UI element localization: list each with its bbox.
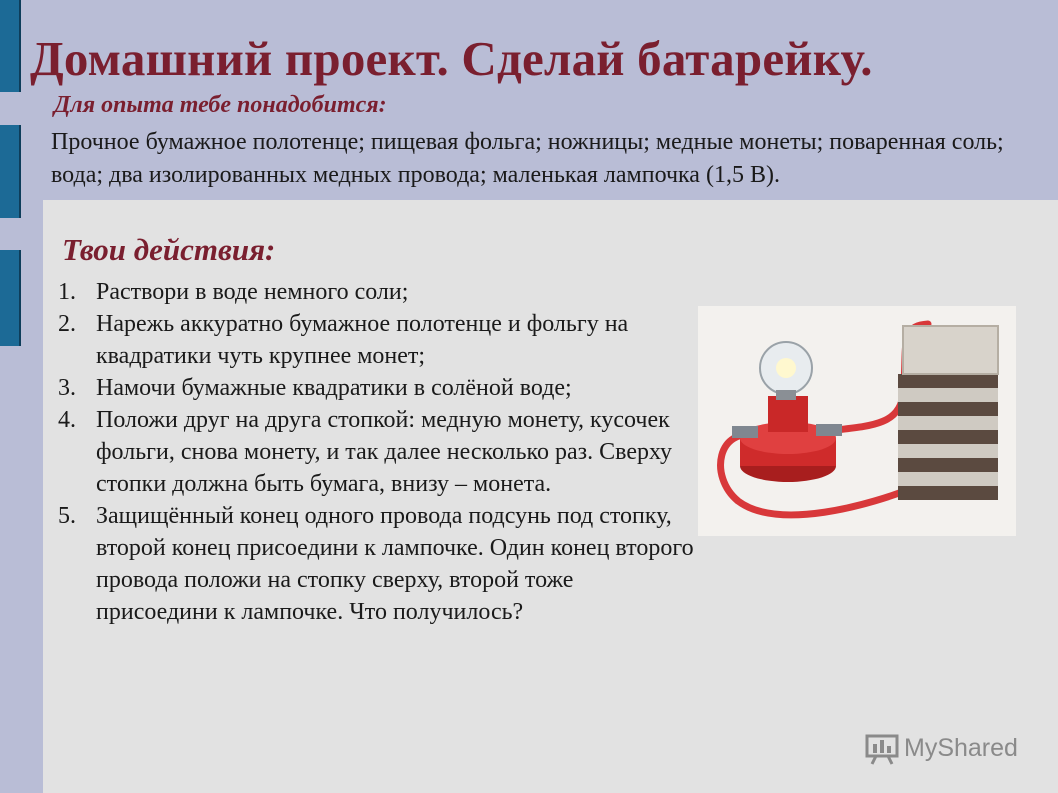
battery-illustration [698,306,1016,536]
step-number: 1. [58,279,76,305]
list-item [54,500,694,628]
decor-bar [0,250,21,346]
steps-list [54,276,694,628]
materials-heading: Для опыта тебе понадобится: [54,92,387,118]
step-text: Нарежь аккуратно бумажное полотенце и фольгу на квадратики чуть крупнее монет; [96,311,629,369]
watermark [864,730,1018,766]
list-item [54,276,694,308]
step-text: Раствори в воде немного соли; [96,279,409,305]
list-item [54,404,694,500]
materials-text: Прочное бумажное полотенце; пищевая фольга; ножницы; медные монеты; поваренная соль; вода; два изолированных медных провода; маленькая лампочка (1,5 В). [51,129,1004,188]
watermark-text: MyShared [904,733,1018,762]
slide-title: Домашний проект. Сделай батарейку. [30,31,873,86]
myshared-logo-icon [864,730,900,766]
step-number: 5. [58,503,76,529]
step-number: 3. [58,375,76,401]
battery-lamp-icon [698,306,1016,536]
actions-heading: Твои действия: [62,232,276,267]
step-number: 2. [58,311,76,337]
list-item [54,372,694,404]
step-text: Защищённый конец одного провода подсунь под стопку, второй конец присоедини к лампочке. Один конец второго провода положи на стопку сверху, второй тоже присоедини к лампочке. Что получилось? [96,503,694,625]
list-item [54,308,694,372]
decor-bar [0,0,21,92]
step-text: Положи друг на друга стопкой: медную монету, кусочек фольги, снова монету, и так далее несколько раз. Сверху стопки должна быть бумага, внизу – монета. [96,407,673,497]
decor-bar [0,125,21,218]
step-number: 4. [58,407,76,433]
step-text: Намочи бумажные квадратики в солёной воде; [96,375,572,401]
